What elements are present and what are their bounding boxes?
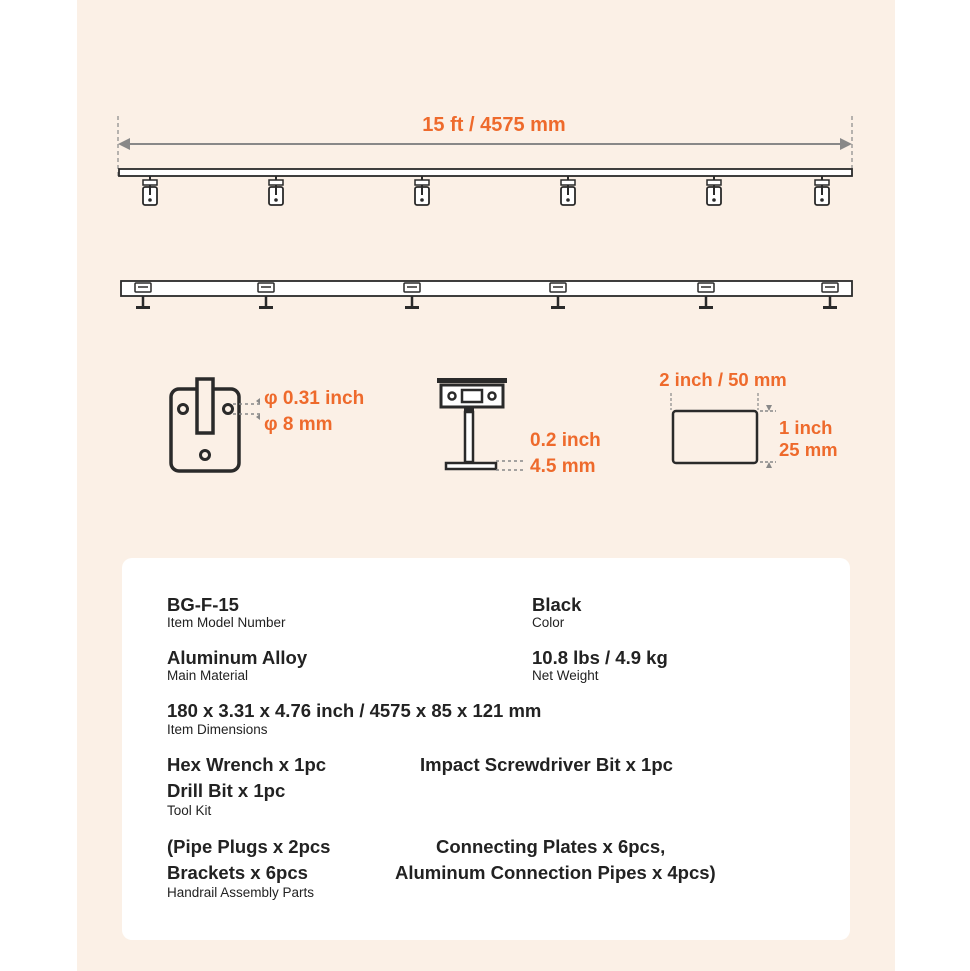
tool-kit-item-1: Hex Wrench x 1pc <box>167 754 327 775</box>
top-bracket <box>415 176 429 205</box>
profile-height-inch-label: 1 inch <box>779 417 833 438</box>
mounting-plate-detail <box>171 379 364 471</box>
color-value: Black <box>532 594 582 615</box>
assembly-item-2: Connecting Plates x 6pcs, <box>436 836 666 857</box>
weight-value: 10.8 lbs / 4.9 kg <box>532 647 668 668</box>
top-bracket <box>269 176 283 205</box>
top-bracket <box>143 176 157 205</box>
tool-kit-label: Tool Kit <box>167 803 212 818</box>
dimensions-value: 180 x 3.31 x 4.76 inch / 4575 x 85 x 121 mm <box>167 700 542 721</box>
model-value: BG-F-15 <box>167 594 239 615</box>
rail-profile-detail <box>659 369 837 468</box>
length-label: 15 ft / 4575 mm <box>422 114 566 136</box>
assembly-item-4: Aluminum Connection Pipes x 4pcs) <box>395 862 716 883</box>
weight-label: Net Weight <box>532 668 599 683</box>
tool-kit-item-3: Drill Bit x 1pc <box>167 780 286 801</box>
hole-inch-label: φ 0.31 inch <box>264 388 365 409</box>
top-bracket <box>815 176 829 205</box>
material-value: Aluminum Alloy <box>167 647 308 668</box>
assembly-item-1: (Pipe Plugs x 2pcs <box>167 836 331 857</box>
dimensions-label: Item Dimensions <box>167 722 268 737</box>
profile-width-label: 2 inch / 50 mm <box>659 369 787 390</box>
spec-card <box>122 558 850 940</box>
bracket-detail <box>437 378 601 477</box>
tool-kit-item-2: Impact Screwdriver Bit x 1pc <box>420 754 673 775</box>
model-label: Item Model Number <box>167 615 286 630</box>
profile-height-mm-label: 25 mm <box>779 439 838 460</box>
color-label: Color <box>532 615 565 630</box>
base-mm-label: 4.5 mm <box>530 456 596 477</box>
base-inch-label: 0.2 inch <box>530 430 601 451</box>
assembly-item-3: Brackets x 6pcs <box>167 862 308 883</box>
side-view-rail <box>121 281 852 309</box>
assembly-label: Handrail Assembly Parts <box>167 885 315 900</box>
top-bracket <box>561 176 575 205</box>
hole-mm-label: φ 8 mm <box>264 414 333 435</box>
top-bracket <box>707 176 721 205</box>
top-view-rail <box>119 169 852 205</box>
material-label: Main Material <box>167 668 249 683</box>
